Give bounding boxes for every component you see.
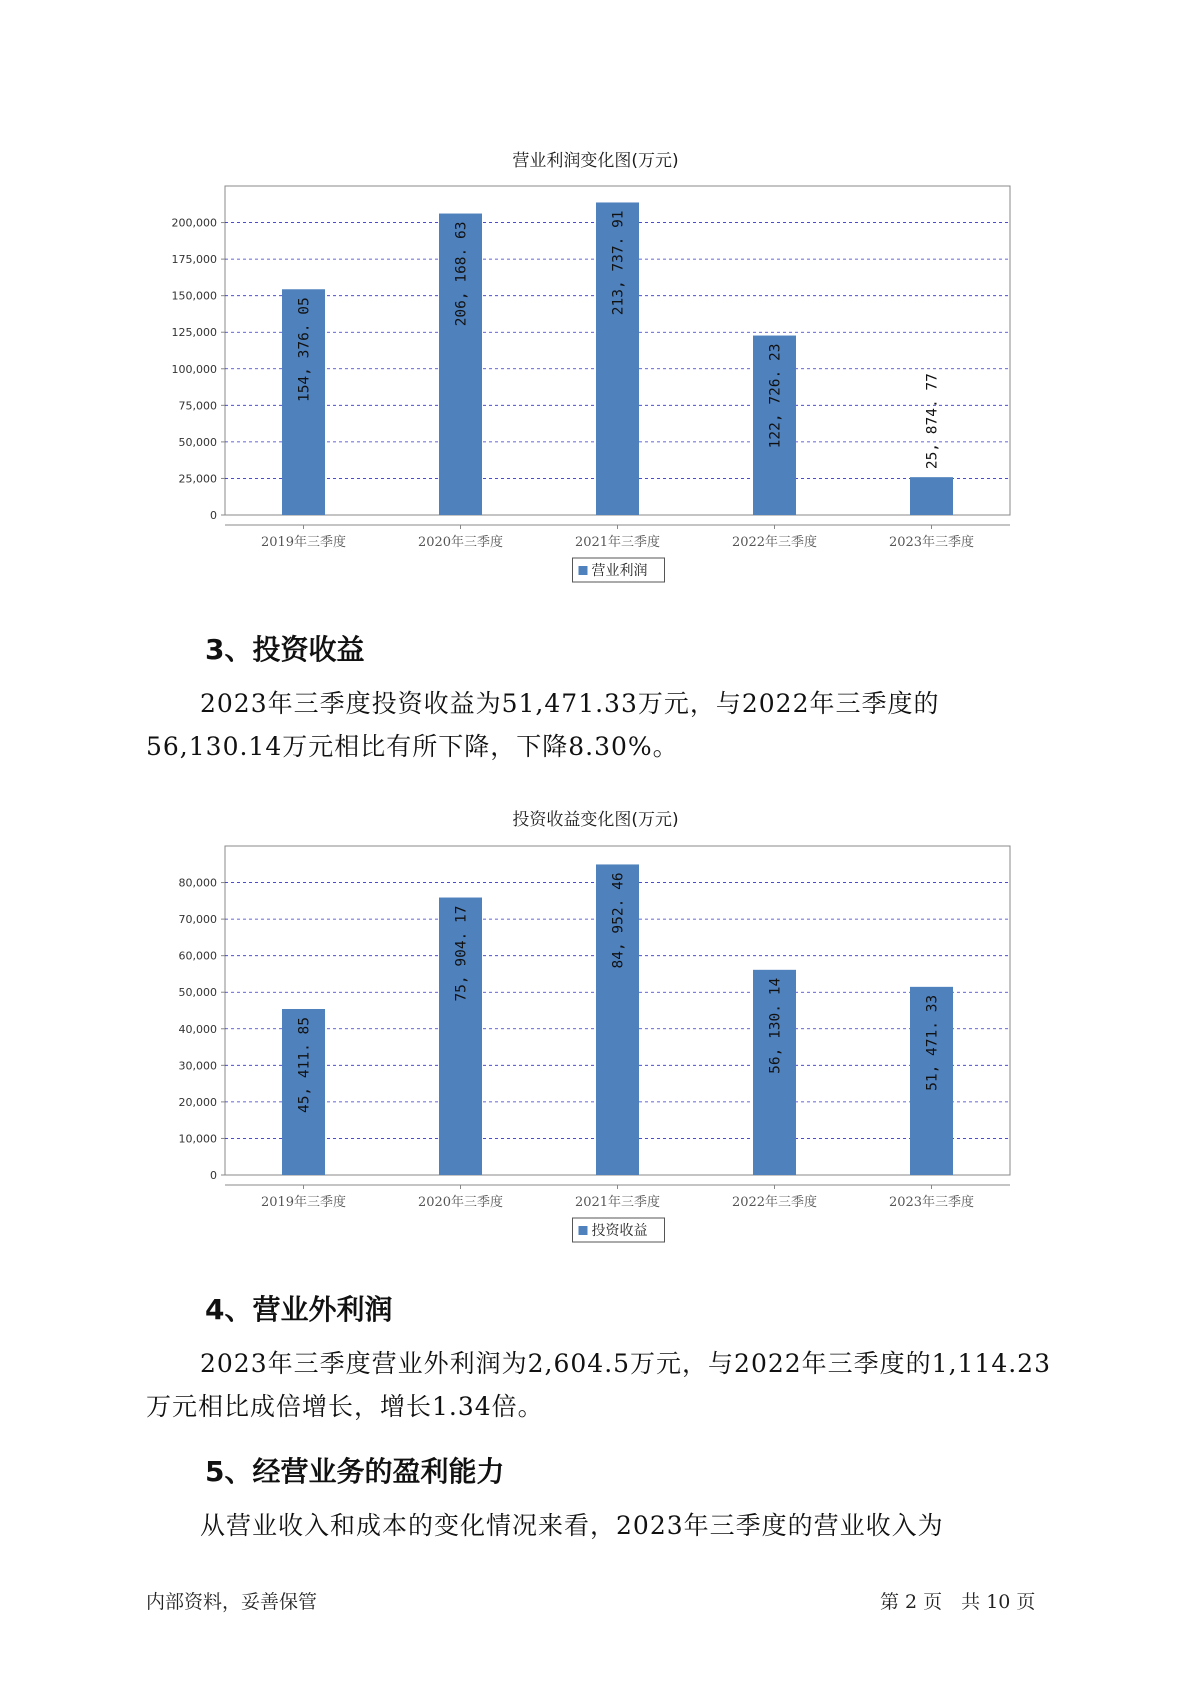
legend-swatch (579, 1226, 588, 1235)
data-label: 213, 737. 91 (610, 210, 627, 316)
x-tick-label: 2021年三季度 (574, 1195, 661, 1210)
paragraph-profitability: 从营业收入和成本的变化情况来看，2023年三季度的营业收入为 (200, 1511, 944, 1540)
x-tick-label: 2019年三季度 (260, 1195, 347, 1210)
investment-income-chart (0, 810, 1191, 1250)
x-tick-label: 2019年三季度 (260, 535, 347, 550)
y-tick-label: 50,000 (178, 986, 217, 1000)
section-heading-non-operating-profit: 4、营业外利润 (205, 1293, 393, 1326)
data-label: 154, 376. 05 (296, 297, 313, 403)
y-tick-label: 10,000 (178, 1132, 217, 1146)
data-label: 84, 952. 46 (610, 872, 627, 969)
data-label: 45, 411. 85 (296, 1016, 313, 1114)
legend (573, 558, 665, 582)
y-tick-label: 150,000 (171, 289, 217, 303)
data-label: 122, 726. 23 (767, 343, 784, 449)
chart-title-operating-profit: 营业利润变化图(万元) (512, 151, 679, 171)
y-tick-label: 80,000 (178, 876, 217, 890)
y-tick-label: 0 (210, 1169, 217, 1182)
x-tick-label: 2020年三季度 (417, 535, 504, 550)
y-tick-label: 0 (210, 509, 217, 522)
x-tick-label: 2023年三季度 (888, 535, 975, 550)
footer-confidential-note: 内部资料，妥善保管 (146, 1591, 318, 1613)
y-tick-label: 100,000 (171, 362, 217, 376)
data-label: 25, 874. 77 (924, 373, 941, 470)
legend-label: 营业利润 (591, 563, 648, 579)
footer-page-number: 第 2 页 共 10 页 (880, 1591, 1036, 1613)
y-tick-label: 30,000 (178, 1059, 217, 1073)
y-tick-label: 125,000 (171, 326, 217, 340)
y-tick-label: 175,000 (171, 253, 217, 267)
data-label: 75, 904. 17 (453, 905, 470, 1002)
legend (573, 1218, 665, 1242)
y-tick-label: 200,000 (171, 216, 217, 230)
bar (910, 477, 953, 515)
x-tick-label: 2023年三季度 (888, 1195, 975, 1210)
y-tick-label: 50,000 (178, 435, 217, 449)
y-tick-label: 25,000 (178, 472, 217, 486)
operating-profit-chart (0, 150, 1191, 590)
x-tick-label: 2022年三季度 (731, 535, 818, 550)
paragraph-investment-income: 2023年三季度投资收益为51,471.33万元，与2022年三季度的56,130.14万元相比有所下降，下降8.30%。 (146, 689, 940, 761)
y-tick-label: 75,000 (178, 399, 217, 413)
y-tick-label: 20,000 (178, 1095, 217, 1109)
section-heading-profitability: 5、经营业务的盈利能力 (205, 1455, 505, 1488)
y-tick-label: 40,000 (178, 1022, 217, 1036)
x-tick-label: 2021年三季度 (574, 535, 661, 550)
chart-title-investment-income: 投资收益变化图(万元) (512, 810, 679, 830)
data-label: 206, 168. 63 (453, 221, 470, 327)
data-label: 56, 130. 14 (767, 977, 784, 1074)
x-tick-label: 2022年三季度 (731, 1195, 818, 1210)
y-tick-label: 70,000 (178, 913, 217, 927)
data-label: 51, 471. 33 (924, 994, 941, 1091)
paragraph-non-operating-profit: 2023年三季度营业外利润为2,604.5万元，与2022年三季度的1,114.23万元相比成倍增长，增长1.34倍。 (146, 1349, 1051, 1421)
legend-label: 投资收益 (591, 1223, 648, 1239)
legend-swatch (579, 566, 588, 575)
y-tick-label: 60,000 (178, 949, 217, 963)
x-tick-label: 2020年三季度 (417, 1195, 504, 1210)
section-heading-investment-income: 3、投资收益 (205, 633, 365, 666)
